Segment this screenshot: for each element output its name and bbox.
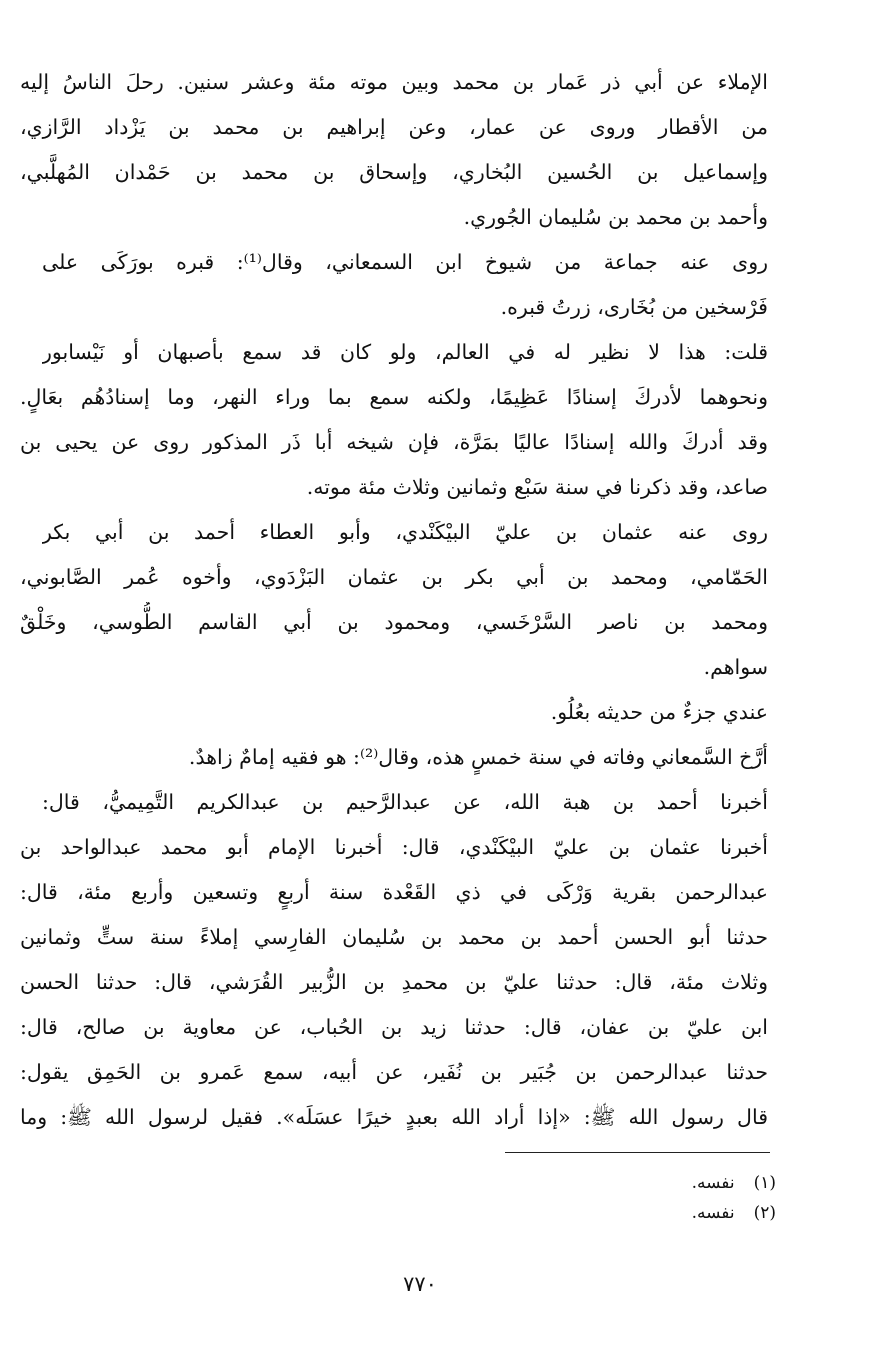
- text-line-17: أخبرنا أحمد بن هبة الله، عن عبدالرَّحيم بن عبدالكريم التَّمِيميُّ، قال:: [42, 790, 768, 814]
- footnotes: [500, 1168, 776, 1228]
- footnote-text: نفسه.: [691, 1203, 735, 1223]
- footnote-1: [500, 1168, 776, 1198]
- footnote-number: (١): [753, 1173, 776, 1193]
- footnote-divider: [505, 1152, 770, 1153]
- text-line-18: أخبرنا عثمان بن عليّ البيْكَنْدي، قال: أخبرنا الإمام أبو محمد عبدالواحد بن: [20, 835, 768, 859]
- page-number: ٧٧٠: [403, 1272, 437, 1296]
- footnote-number: (٢): [753, 1203, 776, 1223]
- text-line-11: روى عنه عثمان بن عليّ البيْكَنْدي، وأبو العطاء أحمد بن أبي بكر: [42, 520, 768, 544]
- text-line-19: عبدالرحمن بقرية وَرْكَى في ذي القَعْدة سنة أربعٍ وتسعين وأربع مئة، قال:: [20, 880, 768, 904]
- text-line-22: ابن عليّ بن عفان، قال: حدثنا زيد بن الحُباب، عن معاوية بن صالح، قال:: [20, 1015, 768, 1039]
- text-line-13: ومحمد بن ناصر السَّرْخَسي، ومحمود بن أبي القاسم الطُّوسي، وخَلْقٌ: [20, 610, 768, 634]
- footnote-2: [500, 1198, 776, 1228]
- text-line-12: الحَمّامي، ومحمد بن أبي بكر بن عثمان البَزْدَوي، وأخوه عُمر الصَّابوني،: [20, 565, 768, 589]
- text-line-2: من الأقطار وروى عن عمار، وعن إبراهيم بن محمد بن يَزْداد الرَّازي،: [20, 115, 768, 139]
- text-line-16: أرَّخ السَّمعاني وفاته في سنة خمسٍ هذه، وقال⁽²⁾: هو فقيه إمامٌ زاهدٌ.: [188, 745, 768, 769]
- footnote-text: نفسه.: [691, 1173, 735, 1193]
- text-line-14: سواهم.: [703, 655, 768, 679]
- text-line-1: الإملاء عن أبي ذر عَمار بن محمد وبين موته مئة وعشر سنين. رحلَ الناسُ إليه: [20, 70, 768, 94]
- text-line-9: وقد أدركَ والله إسنادًا عاليًا بمَرَّة، فإن شيخه أبا ذَر المذكور روى عن يحيى بن: [20, 430, 768, 454]
- text-line-10: صاعد، وقد ذكرنا في سنة سَبْع وثمانين وثلاث مئة موته.: [306, 475, 768, 499]
- text-line-20: حدثنا أبو الحسن أحمد بن محمد بن سُليمان الفارِسي إملاءً سنة ستٍّ وثمانين: [20, 925, 768, 949]
- text-line-8: ونحوهما لأدركَ إسنادًا عَظِيمًا، ولكنه سمع بما وراء النهر، وما إسنادُهُم بعَالٍ.: [20, 385, 768, 409]
- text-line-6: فَرْسخين من بُخَارى، زرتُ قبره.: [500, 295, 768, 319]
- text-line-4: وأحمد بن محمد بن سُليمان الجُوري.: [463, 205, 768, 229]
- text-line-5: روى عنه جماعة من شيوخ ابن السمعاني، وقال⁽¹⁾: قبره بورَكَى على: [42, 250, 768, 274]
- text-line-15: عندي جزءٌ من حديثه بعُلُو.: [550, 700, 768, 724]
- text-line-21: وثلاث مئة، قال: حدثنا عليّ بن محمدِ بن الزُّبير القُرَشي، قال: حدثنا الحسن: [20, 970, 768, 994]
- text-line-7: قلت: هذا لا نظير له في العالم، ولو كان قد سمع بأصبهان أو نَيْسابور: [42, 340, 768, 364]
- text-line-24: قال رسول الله ﷺ: «إذا أراد الله بعبدٍ خيرًا عسَلَه». فقيل لرسول الله ﷺ: وما: [20, 1105, 768, 1129]
- text-line-23: حدثنا عبدالرحمن بن جُبَير بن نُفَير، عن أبيه، سمع عَمرو بن الحَمِق يقول:: [20, 1060, 768, 1084]
- text-line-3: وإسماعيل بن الحُسين البُخاري، وإسحاق بن محمد بن حَمْدان المُهلَّبي،: [20, 160, 768, 184]
